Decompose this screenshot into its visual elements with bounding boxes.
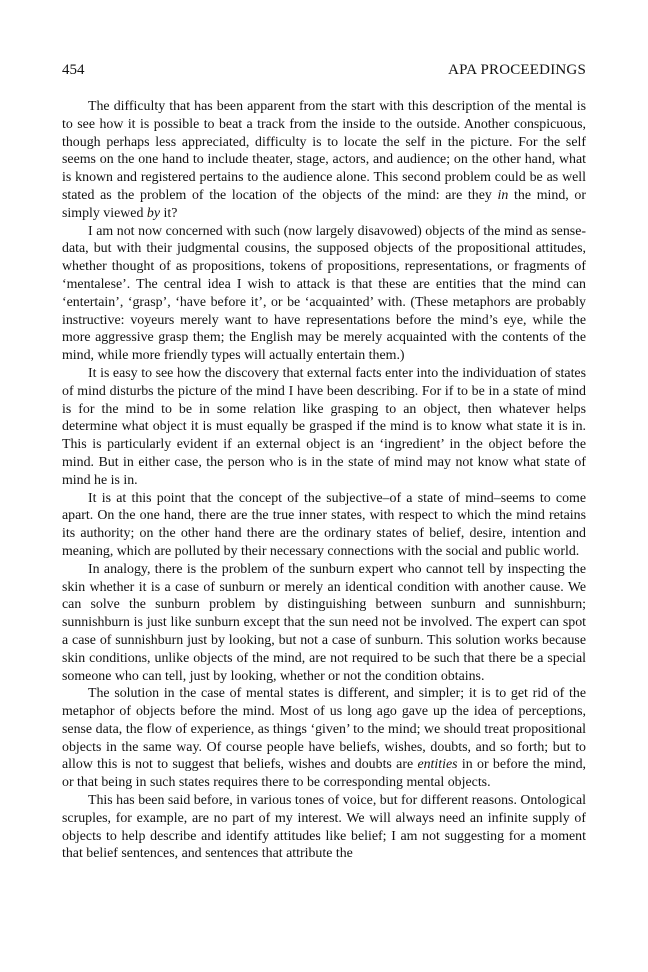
paragraph bbox=[62, 98, 586, 223]
text-run: This has been said before, in various tones of voice, but for different reasons. Ontological scruples, for example, are no part of my interest. We will always need an infinite supply of objects to help describe and identify attitudes like belief; I am not suggesting for a moment that belief sentences, and sentences that attribute the bbox=[62, 793, 586, 862]
page bbox=[62, 62, 586, 863]
text-run: the mind, or simply viewed bbox=[62, 187, 586, 221]
paragraph bbox=[62, 223, 586, 365]
paragraph bbox=[62, 685, 586, 792]
text-run: In analogy, there is the problem of the sunburn expert who cannot tell by inspecting the skin whether it is a case of sunburn or merely an identical condition with another cause. We can solve the sunburn problem by distinguishing between sunburn and sunnishburn; sunnishburn is just like sunburn except that the sun need not be involved. The expert can spot a case of sunnishburn just by looking, but not a case of sunburn. This solution works because skin conditions, unlike objects of the mind, are not required to be such that there be a special someone who can tell, just by looking, whether or not the condition obtains. bbox=[62, 561, 586, 684]
italic-run: in bbox=[497, 187, 509, 203]
paragraph bbox=[62, 792, 586, 863]
page-number: 454 bbox=[62, 62, 85, 78]
italic-run: by bbox=[146, 205, 161, 221]
text-run: The solution in the case of mental states is different, and simpler; it is to get rid of the metaphor of objects before the mind. Most of us long ago gave up the idea of perceptions, sense data, the flow of experience, as things ‘given’ to the mind; we should treat propositional objects in the same way. Of course people have beliefs, wishes, doubts, and so forth; but to allow this is not to suggest that beliefs, wishes and doubts are bbox=[62, 686, 586, 773]
running-header bbox=[62, 62, 586, 82]
paragraph bbox=[62, 490, 586, 561]
body-text bbox=[62, 98, 586, 863]
text-run: in or before the mind, or that being in such states requires there to be corresponding mental objects. bbox=[62, 757, 586, 791]
italic-run: entities bbox=[417, 757, 458, 773]
paragraph bbox=[62, 365, 586, 490]
text-run: It is at this point that the concept of the subjective–of a state of mind–seems to come apart. On the one hand, there are the true inner states, with respect to which the mind retains its authority; on the other hand there are the ordinary states of belief, desire, intention and meaning, which are polluted by their necessary connections with the social and public world. bbox=[62, 490, 586, 559]
paragraph bbox=[62, 561, 586, 686]
text-run: it? bbox=[160, 205, 178, 221]
text-run: I am not now concerned with such (now largely disavowed) objects of the mind as sense-data, but with their judgmental cousins, the supposed objects of the propositional attitudes, whether thought of as propositions, tokens of propositions, representations, or fragments of ‘mentalese’. The central idea I wish to attack is that these are entities that the mind can ‘entertain’, ‘grasp’, ‘have before it’, or be ‘acquainted’ with. (These metaphors are probably instructive: voyeurs merely want to have representations before the mind’s eye, while the more aggressive grasp them; the English may be merely acquainted with the contents of the mind, while more friendly types will actually entertain them.) bbox=[62, 223, 586, 364]
running-title: APA PROCEEDINGS bbox=[448, 62, 586, 78]
text-run: The difficulty that has been apparent from the start with this description of the mental is to see how it is possible to beat a track from the inside to the outside. Another conspicuous, though perhaps less appreciated, difficulty is to locate the self in the picture. For the self seems on the one hand to include theater, stage, actors, and audience; on the other hand, what is known and registered pertains to the audience alone. This second problem could be as well stated as the problem of the location of the objects of the mind: are they bbox=[62, 99, 586, 203]
text-run: It is easy to see how the discovery that external facts enter into the individuation of states of mind disturbs the picture of the mind I have been describing. For if to be in a state of mind is for the mind to be in some relation like grasping to an object, then whatever helps determine what object it is must equally be grasped if the mind is to know what state it is in. This is particularly evident if an external object is an ‘ingredient’ in the object before the mind. But in either case, the person who is in the state of mind may not know what state of mind he is in. bbox=[62, 365, 586, 488]
